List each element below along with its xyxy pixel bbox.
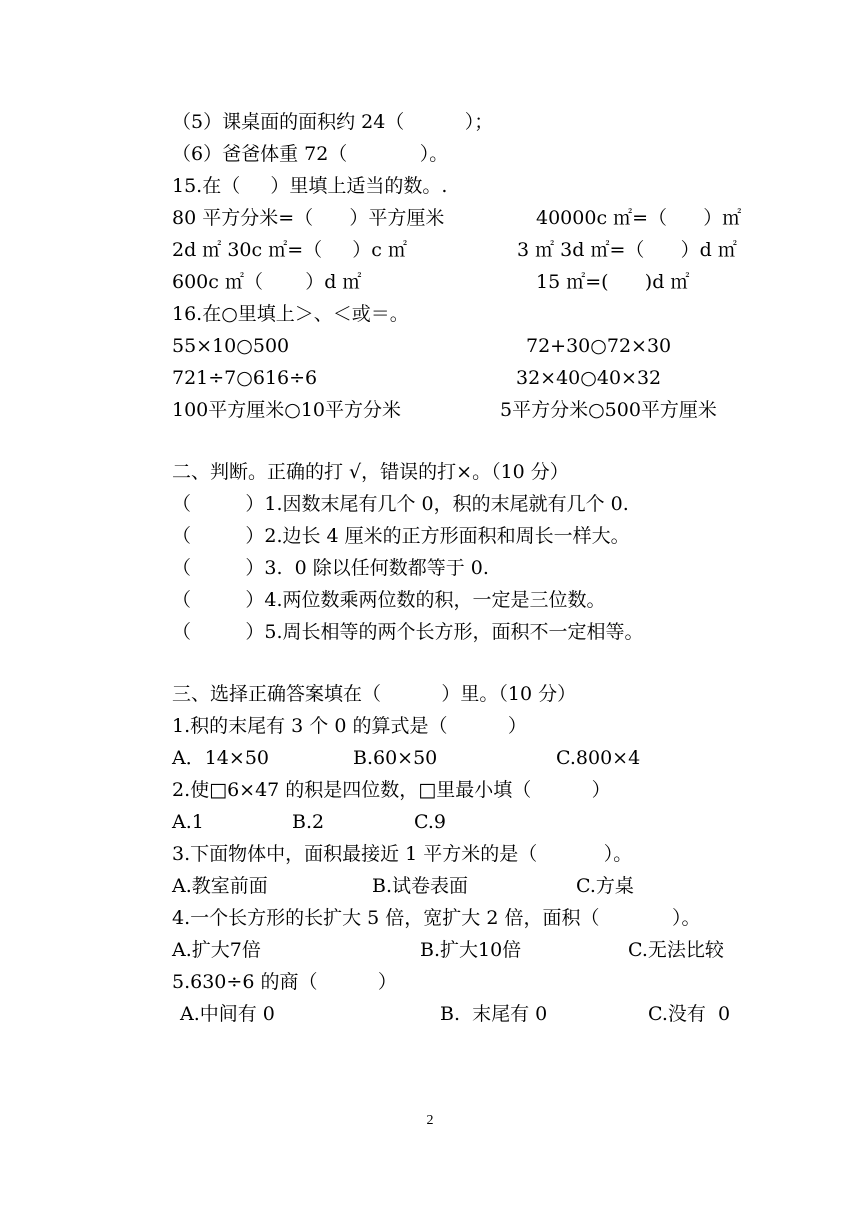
question-6: （6）爸爸体重 72（ ）。 [172, 143, 449, 165]
q16-row1-right: 72+30○72×30 [526, 335, 672, 357]
page-number: 2 [426, 1113, 434, 1128]
part3-title: 三、选择正确答案填在（ ）里。（10 分） [172, 683, 577, 705]
question-5: （5）课桌面的面积约 24（ ）； [172, 111, 494, 133]
q16-row2-right: 32×40○40×32 [516, 367, 662, 389]
part3-q4: 4.一个长方形的长扩大 5 倍，宽扩大 2 倍，面积（ ）。 [172, 907, 701, 929]
q15-row3-right: 15 ㎡=( )d ㎡ [536, 271, 690, 293]
part3-q2-option-b: B.2 [292, 811, 325, 833]
part2-item-4: （ ）4.两位数乘两位数的积，一定是三位数。 [172, 589, 606, 611]
part3-q3-option-a: A.教室前面 [172, 875, 268, 897]
part3-q4-option-a: A.扩大7倍 [172, 939, 261, 961]
part3-q4-option-b: B.扩大10倍 [420, 939, 522, 961]
q15-row2-right: 3 ㎡ 3d ㎡=（ ）d ㎡ [517, 239, 737, 261]
part3-q5-option-a: A.中间有 0 [180, 1003, 275, 1025]
question-16-title: 16.在○里填上＞、＜或＝。 [172, 303, 409, 325]
q16-row3-left: 100平方厘米○10平方分米 [172, 399, 402, 421]
part2-item-3: （ ）3. 0 除以任何数都等于 0. [172, 557, 489, 579]
question-15-title: 15.在（ ）里填上适当的数。. [172, 175, 448, 197]
part3-q3: 3.下面物体中，面积最接近 1 平方米的是（ ）。 [172, 843, 633, 865]
q16-row2-left: 721÷7○616÷6 [172, 367, 318, 389]
part3-q5-option-c: C.没有 0 [648, 1003, 731, 1025]
part3-q1-option-a: A．14×50 [172, 747, 269, 769]
q15-row1-left: 80 平方分米=（ ）平方厘米 [172, 207, 445, 229]
q16-row3-right: 5平方分米○500平方厘米 [500, 399, 717, 421]
part3-q4-option-c: C.无法比较 [628, 939, 724, 961]
part3-q1-option-b: B.60×50 [353, 747, 438, 769]
part3-q3-option-b: B.试卷表面 [372, 875, 469, 897]
part2-item-5: （ ）5.周长相等的两个长方形，面积不一定相等。 [172, 621, 644, 643]
part2-item-2: （ ）2.边长 4 厘米的正方形面积和周长一样大。 [172, 525, 630, 547]
q15-row1-right: 40000c ㎡=（ ）㎡ [536, 207, 742, 229]
part3-q5-option-b: B. 末尾有 0 [440, 1003, 548, 1025]
q16-row1-left: 55×10○500 [172, 335, 290, 357]
part3-q2-option-a: A.1 [172, 811, 204, 833]
part2-item-1: （ ）1.因数末尾有几个 0，积的末尾就有几个 0. [172, 493, 629, 515]
part3-q2-option-c: C.9 [414, 811, 446, 833]
q15-row2-left: 2d ㎡ 30c ㎡=（ ）c ㎡ [172, 239, 407, 261]
q15-row3-left: 600c ㎡（ ）d ㎡ [172, 271, 362, 293]
part3-q2: 2.使□6×47 的积是四位数，□里最小填（ ） [172, 779, 611, 801]
part3-q3-option-c: C.方桌 [576, 875, 634, 897]
part3-q1-option-c: C.800×4 [556, 747, 641, 769]
part3-q1: 1.积的末尾有 3 个 0 的算式是（ ） [172, 715, 527, 737]
part2-title: 二、判断。正确的打 √，错误的打×。（10 分） [172, 461, 569, 483]
part3-q5: 5.630÷6 的商（ ） [172, 971, 397, 993]
